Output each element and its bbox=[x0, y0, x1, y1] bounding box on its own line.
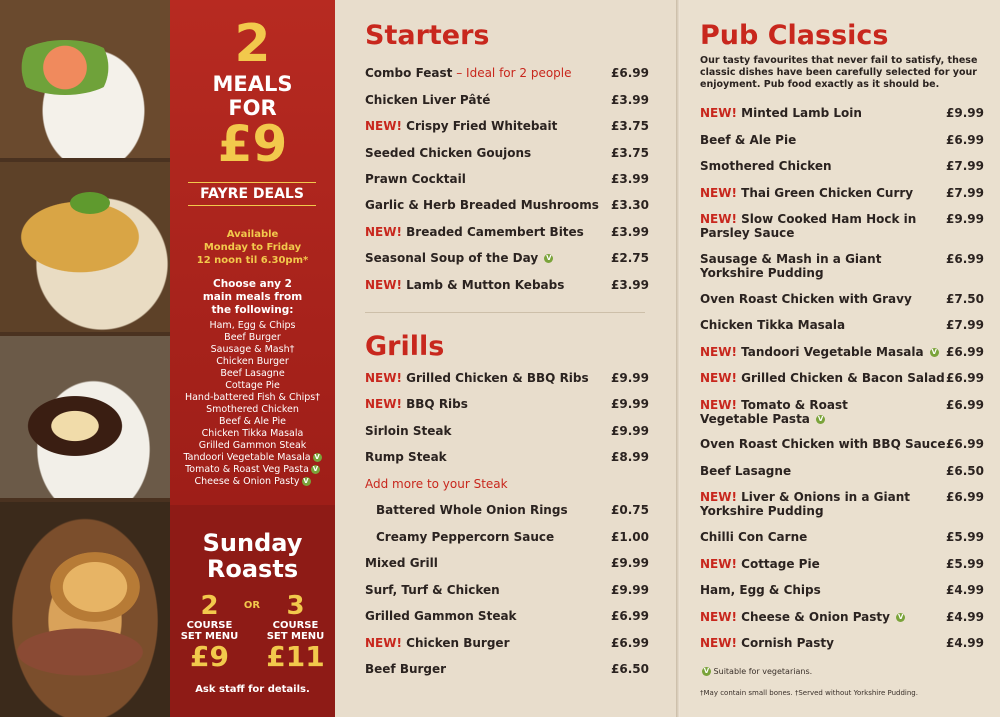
grill-item bbox=[365, 450, 447, 464]
vegetarian-icon: V bbox=[314, 453, 320, 461]
section-divider bbox=[365, 312, 645, 313]
item-name: Ham, Egg & Chips bbox=[700, 583, 821, 597]
new-tag: NEW! bbox=[700, 345, 742, 359]
item-price: £6.99 bbox=[946, 371, 984, 385]
deal-meal-label: Smothered Chicken bbox=[206, 404, 299, 415]
deal-meal-label: Grilled Gammon Steak bbox=[198, 440, 307, 451]
pub-classic-item bbox=[700, 583, 821, 597]
item-price: £4.99 bbox=[946, 636, 984, 650]
pub-classics-intro: Our tasty favourites that never fail to satisfy, these classic dishes have been carefully selected for your enjoyment. Pub food exactly as it should be. bbox=[700, 55, 978, 90]
sunday-heading-line: Roasts bbox=[206, 555, 299, 583]
pub-classic-item bbox=[700, 610, 905, 624]
addon-item bbox=[376, 503, 568, 517]
grill-item bbox=[365, 662, 446, 676]
item-note: – Ideal for 2 people bbox=[452, 66, 572, 80]
item-price: £3.99 bbox=[611, 278, 649, 292]
deal-meal-label: Hand-battered Fish & Chips† bbox=[184, 392, 321, 403]
item-name: Breaded Camembert Bites bbox=[406, 225, 584, 239]
grill-item bbox=[365, 636, 510, 650]
pub-classic-item bbox=[700, 212, 916, 240]
item-price: £8.99 bbox=[611, 450, 649, 464]
two-course-offer bbox=[172, 592, 247, 672]
item-price: £6.99 bbox=[946, 252, 984, 266]
course-label: COURSE bbox=[272, 620, 319, 631]
item-name: Oven Roast Chicken with BBQ Sauce bbox=[700, 437, 946, 451]
deal-meal-label: Beef Burger bbox=[224, 332, 281, 343]
add-more-heading: Add more to your Steak bbox=[365, 477, 508, 491]
item-price: £6.99 bbox=[946, 345, 984, 359]
item-name: Rump Steak bbox=[365, 450, 447, 464]
item-name-continued: Parsley Sauce bbox=[700, 226, 795, 240]
availability-line: 12 noon til 6.30pm* bbox=[196, 255, 309, 266]
item-price: £7.50 bbox=[946, 292, 984, 306]
item-price: £9.99 bbox=[611, 397, 649, 411]
availability-line: Available bbox=[226, 229, 279, 240]
vegetarian-icon: V bbox=[312, 465, 319, 473]
deal-meal-item bbox=[170, 368, 335, 380]
deal-meal-list bbox=[170, 320, 335, 488]
availability-line: Monday to Friday bbox=[203, 242, 302, 253]
footnote: †May contain small bones. †Served without Yorkshire Pudding. bbox=[700, 689, 918, 697]
deal-meal-label: Beef & Ale Pie bbox=[218, 416, 286, 427]
starter-item bbox=[365, 93, 490, 107]
item-price: £7.99 bbox=[946, 159, 984, 173]
vegetarian-icon: V bbox=[817, 415, 824, 423]
item-price: £6.99 bbox=[611, 66, 649, 80]
new-tag: NEW! bbox=[700, 636, 742, 650]
starter-item bbox=[365, 119, 557, 133]
item-price: £5.99 bbox=[946, 557, 984, 571]
vegetarian-icon: V bbox=[897, 613, 904, 621]
item-name: Mixed Grill bbox=[365, 556, 438, 570]
item-name: Minted Lamb Loin bbox=[741, 106, 862, 120]
vegetarian-note: Suitable for vegetarians. bbox=[713, 667, 813, 676]
starter-item bbox=[365, 278, 564, 292]
new-tag: NEW! bbox=[700, 371, 742, 385]
deal-meal-label: Chicken Tikka Masala bbox=[201, 428, 304, 439]
item-name-continued: Vegetable Pasta bbox=[700, 412, 810, 426]
addon-item bbox=[376, 530, 554, 544]
item-price: £9.99 bbox=[611, 583, 649, 597]
profiteroles-photo bbox=[0, 336, 170, 498]
prawn-cocktail-photo bbox=[0, 0, 170, 158]
course-count: 3 bbox=[286, 591, 305, 621]
new-tag: NEW! bbox=[365, 278, 407, 292]
food-photo-strip bbox=[0, 0, 170, 717]
deal-meal-label: Sausage & Mash† bbox=[210, 344, 295, 355]
ask-staff-text: Ask staff for details. bbox=[195, 684, 310, 695]
pub-classic-item bbox=[700, 345, 939, 359]
item-name: Cornish Pasty bbox=[741, 636, 834, 650]
deal-meal-label: Cheese & Onion Pasty bbox=[194, 476, 300, 487]
item-price: £6.99 bbox=[611, 609, 649, 623]
pub-classic-item bbox=[700, 159, 832, 173]
item-name: Liver & Onions in a Giant bbox=[741, 490, 911, 504]
pub-classic-item bbox=[700, 371, 945, 385]
choose-line: Choose any 2 bbox=[212, 278, 292, 290]
item-price: £9.99 bbox=[946, 106, 984, 120]
new-tag: NEW! bbox=[365, 397, 407, 411]
deal-meal-item bbox=[170, 320, 335, 332]
deal-meal-item bbox=[170, 416, 335, 428]
deal-meal-item bbox=[170, 464, 335, 476]
deal-meal-item bbox=[170, 404, 335, 416]
new-tag: NEW! bbox=[700, 212, 742, 226]
item-name: Chicken Tikka Masala bbox=[700, 318, 846, 332]
item-price: £3.99 bbox=[611, 225, 649, 239]
choose-instructions bbox=[170, 278, 335, 317]
item-name-continued: Yorkshire Pudding bbox=[700, 504, 824, 518]
new-tag: NEW! bbox=[700, 398, 742, 412]
item-name: Prawn Cocktail bbox=[365, 172, 466, 186]
item-price: £6.99 bbox=[946, 490, 984, 504]
promo-column bbox=[170, 0, 335, 717]
new-tag: NEW! bbox=[700, 186, 742, 200]
item-name: Beef Lasagne bbox=[700, 464, 792, 478]
item-price: £6.99 bbox=[611, 636, 649, 650]
pub-classic-item bbox=[700, 133, 796, 147]
item-name: Battered Whole Onion Rings bbox=[376, 503, 568, 517]
sunday-heading-line: Sunday bbox=[202, 529, 303, 557]
item-name: Garlic & Herb Breaded Mushrooms bbox=[365, 198, 599, 212]
new-tag: NEW! bbox=[700, 106, 742, 120]
item-name: Chicken Liver Pâté bbox=[365, 93, 491, 107]
deal-meal-label: Tomato & Roast Veg Pasta bbox=[185, 464, 309, 475]
item-price: £6.99 bbox=[946, 398, 984, 412]
deal-meal-item bbox=[170, 344, 335, 356]
deal-meal-label: Cottage Pie bbox=[225, 380, 280, 391]
item-name: Grilled Chicken & Bacon Salad bbox=[741, 371, 945, 385]
item-name: Slow Cooked Ham Hock in bbox=[741, 212, 917, 226]
grill-item bbox=[365, 397, 468, 411]
item-name: Beef Burger bbox=[365, 662, 447, 676]
three-course-offer bbox=[258, 592, 333, 672]
availability-text bbox=[170, 228, 335, 267]
item-name: Thai Green Chicken Curry bbox=[741, 186, 914, 200]
pub-classic-item bbox=[700, 464, 791, 478]
item-name: Surf, Turf & Chicken bbox=[365, 583, 500, 597]
or-text: OR bbox=[243, 600, 261, 611]
pub-classic-item bbox=[700, 292, 912, 306]
starter-item bbox=[365, 146, 531, 160]
item-price: £0.75 bbox=[611, 503, 649, 517]
item-price: £3.75 bbox=[611, 146, 649, 160]
deal-meal-label: Beef Lasagne bbox=[220, 368, 285, 379]
grill-item bbox=[365, 371, 589, 385]
vegetarian-icon: V bbox=[703, 667, 710, 675]
course-count: 2 bbox=[200, 591, 219, 621]
item-name: Grilled Gammon Steak bbox=[365, 609, 517, 623]
item-name: Creamy Peppercorn Sauce bbox=[376, 530, 555, 544]
item-name: Seeded Chicken Goujons bbox=[365, 146, 532, 160]
item-price: £6.50 bbox=[946, 464, 984, 478]
deal-meal-item bbox=[170, 356, 335, 368]
deal-meal-item bbox=[170, 332, 335, 344]
deal-meal-label: Ham, Egg & Chips bbox=[209, 320, 296, 331]
sunday-roast-photo bbox=[0, 502, 170, 717]
item-name: Chicken Burger bbox=[406, 636, 510, 650]
item-price: £9.99 bbox=[946, 212, 984, 226]
item-price: £2.75 bbox=[611, 251, 649, 265]
item-name: Cottage Pie bbox=[741, 557, 820, 571]
item-name: Tomato & Roast bbox=[741, 398, 848, 412]
starter-item bbox=[365, 172, 466, 186]
pub-classic-item bbox=[700, 490, 910, 518]
item-price: £3.30 bbox=[611, 198, 649, 212]
starters-heading: Starters bbox=[365, 20, 490, 51]
item-price: £4.99 bbox=[946, 610, 984, 624]
pub-classic-item bbox=[700, 318, 845, 332]
new-tag: NEW! bbox=[700, 610, 742, 624]
item-name: Lamb & Mutton Kebabs bbox=[406, 278, 565, 292]
deal-meal-item bbox=[170, 392, 335, 404]
item-name: Cheese & Onion Pasty bbox=[741, 610, 890, 624]
item-name: Crispy Fried Whitebait bbox=[406, 119, 558, 133]
item-name: Sausage & Mash in a Giant bbox=[700, 252, 882, 266]
starter-item bbox=[365, 251, 553, 265]
item-name: Combo Feast bbox=[365, 66, 453, 80]
item-name: Grilled Chicken & BBQ Ribs bbox=[406, 371, 589, 385]
new-tag: NEW! bbox=[365, 371, 407, 385]
item-price: £1.00 bbox=[611, 530, 649, 544]
item-price: £4.99 bbox=[946, 583, 984, 597]
vegetarian-key bbox=[700, 667, 812, 677]
choose-line: the following: bbox=[211, 304, 294, 316]
item-name: Tandoori Vegetable Masala bbox=[741, 345, 924, 359]
new-tag: NEW! bbox=[365, 225, 407, 239]
deal-meal-item bbox=[170, 476, 335, 488]
grill-item bbox=[365, 583, 500, 597]
pub-classic-item bbox=[700, 557, 820, 571]
pub-classic-item bbox=[700, 437, 945, 451]
pub-classic-item bbox=[700, 636, 834, 650]
item-price: £7.99 bbox=[946, 186, 984, 200]
course-label: COURSE bbox=[186, 620, 233, 631]
item-price: £3.99 bbox=[611, 172, 649, 186]
deal-meal-label: Tandoori Vegetable Masala bbox=[183, 452, 311, 463]
deal-number: 2 bbox=[234, 14, 271, 74]
item-name: Seasonal Soup of the Day bbox=[365, 251, 539, 265]
item-name: BBQ Ribs bbox=[406, 397, 468, 411]
item-name-continued: Yorkshire Pudding bbox=[700, 266, 824, 280]
pub-classic-item bbox=[700, 530, 807, 544]
fish-and-chips-photo bbox=[0, 162, 170, 332]
starter-item bbox=[365, 66, 572, 80]
course-price: £9 bbox=[190, 640, 229, 673]
deal-for-text: FOR bbox=[228, 96, 277, 120]
grill-item bbox=[365, 424, 451, 438]
item-name: Oven Roast Chicken with Gravy bbox=[700, 292, 912, 306]
item-price: £6.99 bbox=[946, 133, 984, 147]
pub-classics-heading: Pub Classics bbox=[700, 20, 889, 51]
set-menu-label: SET MENU bbox=[180, 631, 239, 642]
new-tag: NEW! bbox=[365, 119, 407, 133]
item-name: Chilli Con Carne bbox=[700, 530, 808, 544]
item-price: £9.99 bbox=[611, 424, 649, 438]
deal-meal-item bbox=[170, 380, 335, 392]
item-price: £3.75 bbox=[611, 119, 649, 133]
item-name: Sirloin Steak bbox=[365, 424, 452, 438]
grill-item bbox=[365, 556, 438, 570]
item-name: Beef & Ale Pie bbox=[700, 133, 797, 147]
deal-meals-text: MEALS bbox=[212, 72, 293, 96]
deal-price: £9 bbox=[217, 115, 288, 173]
item-name: Smothered Chicken bbox=[700, 159, 832, 173]
vegetarian-icon: V bbox=[546, 254, 552, 262]
new-tag: NEW! bbox=[700, 490, 742, 504]
grills-heading: Grills bbox=[365, 331, 445, 362]
starter-item bbox=[365, 225, 584, 239]
course-price: £11 bbox=[266, 640, 325, 673]
item-price: £3.99 bbox=[611, 93, 649, 107]
sunday-roasts-heading bbox=[170, 530, 335, 582]
item-price: £9.99 bbox=[611, 556, 649, 570]
deal-meal-item bbox=[170, 452, 335, 464]
pub-classic-item bbox=[700, 186, 913, 200]
new-tag: NEW! bbox=[365, 636, 407, 650]
vegetarian-icon: V bbox=[303, 477, 309, 485]
pub-classic-item bbox=[700, 398, 848, 426]
vegetarian-icon: V bbox=[931, 348, 937, 356]
item-price: £7.99 bbox=[946, 318, 984, 332]
starter-item bbox=[365, 198, 599, 212]
pub-classic-item bbox=[700, 106, 862, 120]
deal-meal-label: Chicken Burger bbox=[216, 356, 289, 367]
deal-meal-item bbox=[170, 428, 335, 440]
new-tag: NEW! bbox=[700, 557, 742, 571]
item-price: £9.99 bbox=[611, 371, 649, 385]
grill-item bbox=[365, 609, 517, 623]
choose-line: main meals from bbox=[202, 291, 303, 303]
deal-meal-item bbox=[170, 440, 335, 452]
item-price: £5.99 bbox=[946, 530, 984, 544]
pub-classic-item bbox=[700, 252, 881, 280]
item-price: £6.50 bbox=[611, 662, 649, 676]
set-menu-label: SET MENU bbox=[266, 631, 325, 642]
fayre-deals-heading: FAYRE DEALS bbox=[188, 182, 316, 206]
item-price: £6.99 bbox=[946, 437, 984, 451]
